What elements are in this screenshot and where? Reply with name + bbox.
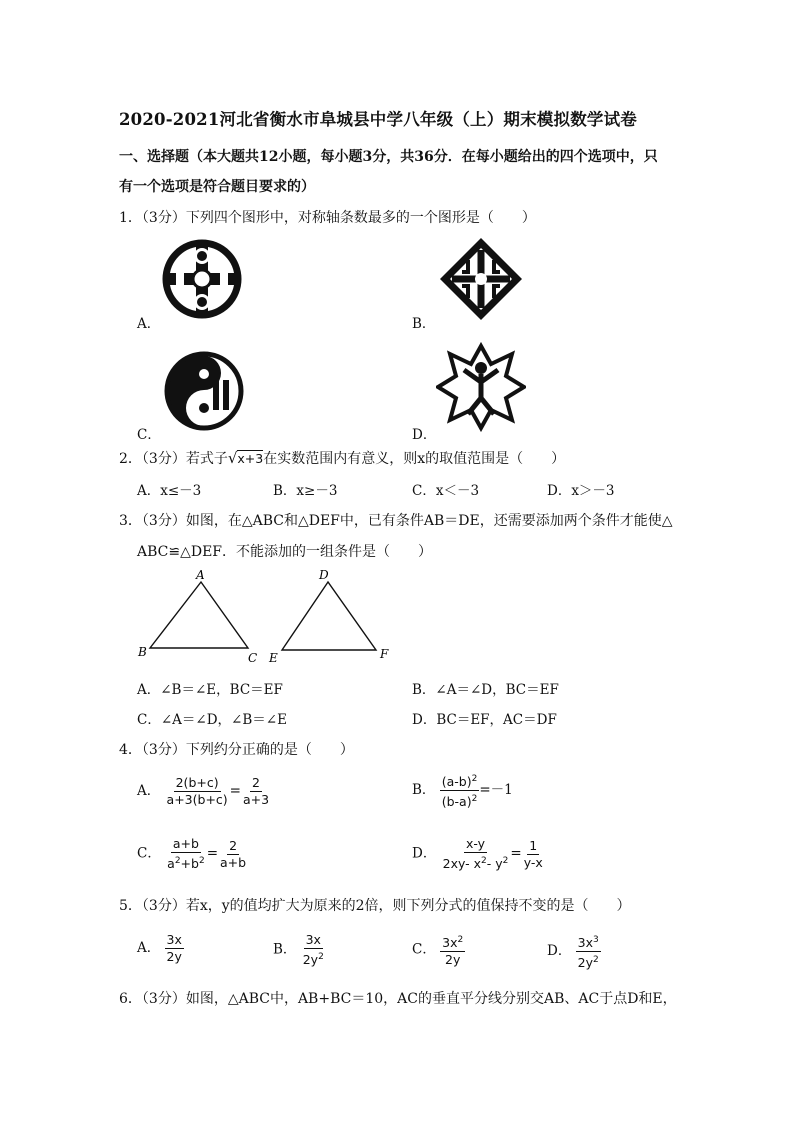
figure-b-icon: [438, 236, 524, 322]
q5-option-b: [273, 932, 326, 968]
sqrt-sign-icon: √: [227, 449, 238, 467]
figure-a-icon: [162, 239, 242, 319]
q5-d-label: D．: [547, 943, 572, 960]
q4-option-b: [412, 771, 513, 810]
section-heading-line1: 一、选择题（本大题共12小题，每小题3分，共36分．在每小题给出的四个选项中，只: [119, 149, 658, 165]
q1-option-a: A．: [137, 316, 161, 332]
q5-b-label: B．: [273, 941, 297, 958]
q4-a-eq: =: [229, 783, 241, 799]
figure-c-icon: [163, 350, 245, 432]
q4-option-c: [137, 836, 248, 872]
q1-option-d: D．: [412, 427, 437, 443]
q3-option-c: C．∠A＝∠D，∠B＝∠E: [137, 712, 287, 728]
label-d: D: [319, 568, 329, 582]
question-5-stem: 5．（3分）若x，y的值均扩大为原来的2倍，则下列分式的值保持不变的是（ ）: [119, 898, 631, 914]
question-6-stem: 6．（3分）如图，△ABC中，AB+BC＝10，AC的垂直平分线分别交AB、AC于点D和E，: [119, 991, 677, 1007]
label-f: F: [380, 647, 389, 661]
q3-option-d: D．BC＝EF，AC＝DF: [412, 712, 557, 728]
q4-d-fraction-left: $\frac{x-y}{2xy- x^2- y^2}$: [442, 836, 509, 872]
q2-suffix: 在实数范围内有意义，则x的取值范围是（ ）: [263, 451, 566, 467]
q4-c-fraction-left: $\frac{a+b}{a^2+b^2}$: [167, 836, 205, 872]
q5-c-label: C．: [412, 941, 436, 958]
q4-b-fraction: $\frac{(a-b)^2}{(b-a)^2}$: [440, 771, 480, 810]
q4-d-eq: =: [510, 845, 522, 862]
question-4-stem: 4．（3分）下列约分正确的是（ ）: [119, 742, 354, 758]
triangle-def: [282, 582, 376, 650]
q5-a-fraction: $\frac{3x}{2y}$: [166, 932, 182, 964]
q4-c-fraction-right: $\frac{2}{a+b}$: [220, 837, 247, 870]
q5-option-d: [547, 932, 601, 971]
q2-radicand: x+3: [237, 451, 264, 466]
question-3-line2: ABC≌△DEF．不能添加的一组条件是（ ）: [137, 544, 433, 560]
q5-c-fraction: $\frac{3x^2}{2y}$: [440, 932, 465, 968]
q5-option-a: [137, 932, 184, 965]
q4-b-eq: =－1: [479, 782, 513, 799]
q4-a-fraction-left: $\frac{2(b+c)}{a+3(b+c)}$: [166, 775, 228, 807]
q4-c-label: C．: [137, 845, 161, 862]
figure-d-icon: [436, 342, 526, 432]
label-a: A: [196, 568, 205, 582]
question-2-stem: [119, 448, 565, 468]
question-3-line1: 3．（3分）如图，在△ABC和△DEF中，已有条件AB＝DE，还需要添加两个条件才能使△: [119, 513, 673, 529]
q4-b-label: B．: [412, 782, 436, 799]
section-heading-line2: 有一个选项是符合题目要求的）: [119, 179, 315, 195]
question-1-stem: 1．（3分）下列四个图形中，对称轴条数最多的一个图形是（ ）: [119, 210, 536, 226]
q4-a-fraction-right: $\frac{2}{a+3}$: [242, 775, 270, 807]
q1-option-c: C．: [137, 427, 161, 443]
label-e: E: [269, 651, 278, 665]
q4-option-a: [137, 775, 271, 808]
q5-option-c: [412, 932, 465, 968]
q2-prefix: 2．（3分）若式子: [119, 451, 228, 467]
q4-a-label: A．: [137, 783, 161, 799]
q2-option-c: C．x＜－3: [412, 483, 480, 499]
q4-c-eq: =: [206, 845, 219, 862]
label-c: C: [248, 651, 258, 665]
q4-option-d: [412, 836, 545, 872]
triangle-abc: [150, 582, 248, 648]
q1-option-b: B．: [412, 316, 436, 332]
q5-b-fraction: $\frac{3x}{2y^2}$: [302, 932, 324, 968]
label-b: B: [138, 645, 147, 659]
q2-option-b: B．x≥－3: [273, 483, 338, 499]
q2-option-a: A．x≤－3: [137, 483, 202, 499]
q5-a-label: A．: [137, 940, 161, 956]
page-title: 2020-2021河北省衡水市阜城县中学八年级（上）期末模拟数学试卷: [119, 110, 637, 129]
q3-option-a: A．∠B＝∠E，BC＝EF: [137, 682, 283, 698]
q2-option-d: D．x＞－3: [547, 483, 615, 499]
triangles-diagram: [136, 566, 396, 668]
q4-d-fraction-right: $\frac{1}{y-x}$: [523, 837, 543, 870]
q5-d-fraction: $\frac{3x^3}{2y^2}$: [576, 932, 601, 971]
q4-d-label: D．: [412, 845, 437, 862]
q3-option-b: B．∠A＝∠D，BC＝EF: [412, 682, 559, 698]
